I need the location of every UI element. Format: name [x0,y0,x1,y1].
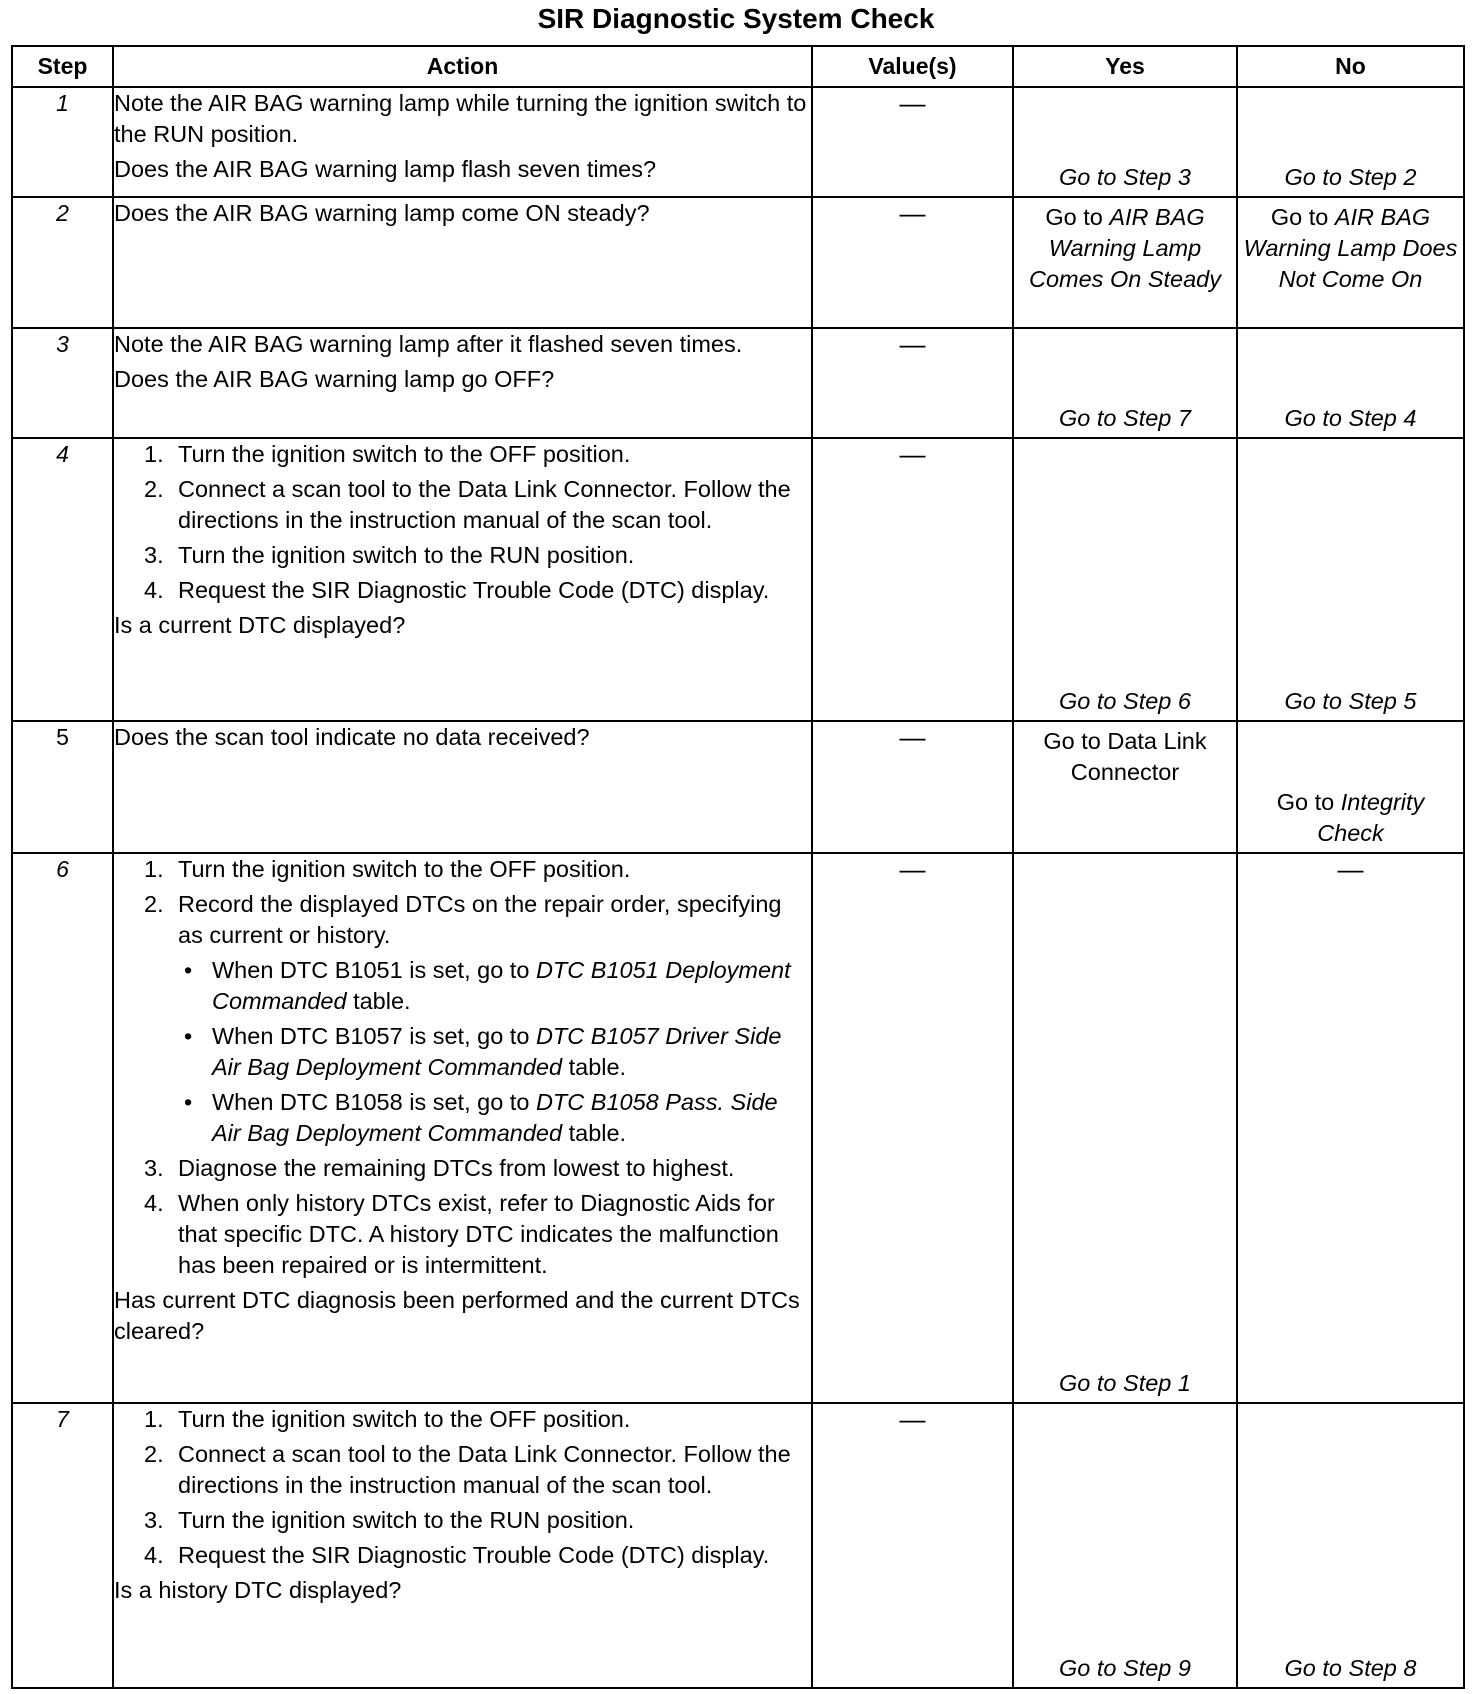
item-text: Request the SIR Diagnostic Trouble Code (DTC) display. [178,577,770,603]
bullet-item [178,955,811,1017]
no-prefix: Go to [1276,789,1341,815]
action-question: Does the AIR BAG warning lamp come ON steady? [114,200,650,226]
header-action: Action [113,46,812,87]
table-row-step-3 [12,328,1464,438]
item-text: When only history DTCs exist, refer to Diagnostic Aids for that specific DTC. A history DTC indicates the malfunction has been repaired or is intermittent. [178,1190,779,1278]
bullet-suffix: table. [346,988,411,1014]
no-result: Go to Step 8 [1284,1655,1417,1681]
header-yes: Yes [1013,46,1237,87]
item-number: 4. [144,577,164,603]
table-row-step-1 [12,87,1464,197]
item-number: 4. [144,1542,164,1568]
action-question: Is a history DTC displayed? [114,1577,402,1603]
table-row-step-2 [12,197,1464,328]
yes-cell [1013,721,1237,853]
diagnostic-table [11,45,1465,1689]
bullet-text: When DTC B1058 is set, go to [212,1089,536,1115]
bullet-suffix: table. [562,1054,627,1080]
page-title: SIR Diagnostic System Check [537,3,935,34]
no-cell [1237,438,1464,721]
action-cell [113,853,812,1403]
bullet-reference: DTC B1057 Driver Side Air Bag Deployment Commanded [212,1023,782,1080]
step-number: 4 [12,438,113,721]
item-text: Connect a scan tool to the Data Link Connector. Follow the directions in the instruction manual of the scan tool. [178,476,791,533]
yes-cell [1013,87,1237,197]
action-question: Does the AIR BAG warning lamp flash seven times? [114,156,657,182]
action-cell [113,87,812,197]
step-number: 6 [12,853,113,1403]
item-text: Record the displayed DTCs on the repair order, specifying as current or history. [178,891,782,948]
yes-result: Go to Data Link Connector [1043,728,1207,785]
no-result: Go to Step 2 [1284,164,1417,190]
bullet-reference: DTC B1058 Pass. Side Air Bag Deployment Commanded [212,1089,778,1146]
value-cell: — [812,438,1013,721]
table-row-step-6 [12,853,1464,1403]
header-values: Value(s) [812,46,1013,87]
yes-reference: AIR BAG Warning Lamp Comes On Steady [1028,204,1221,292]
yes-cell [1013,328,1237,438]
item-number: 1. [144,856,164,882]
list-item [114,1153,811,1184]
action-cell [113,1403,812,1688]
step-number: 7 [12,1403,113,1688]
procedure-list [114,439,811,606]
no-result: Go to Step 4 [1284,405,1417,431]
step-number: 3 [12,328,113,438]
action-question: Is a current DTC displayed? [114,612,406,638]
list-item [114,1188,811,1281]
bullet-item [178,1087,811,1149]
item-text: Connect a scan tool to the Data Link Connector. Follow the directions in the instruction manual of the scan tool. [178,1441,791,1498]
action-cell [113,197,812,328]
header-no: No [1237,46,1464,87]
list-item [114,1404,811,1435]
item-text: Turn the ignition switch to the OFF position. [178,1406,631,1432]
action-cell [113,721,812,853]
action-question: Does the scan tool indicate no data received? [114,724,590,750]
no-result: Go to Step 5 [1284,688,1417,714]
list-item [114,575,811,606]
list-item [114,1439,811,1501]
item-text: Turn the ignition switch to the OFF position. [178,856,631,882]
value-cell: — [812,853,1013,1403]
value-cell: — [812,328,1013,438]
yes-cell [1013,197,1237,328]
list-item [114,439,811,470]
action-question: Does the AIR BAG warning lamp go OFF? [114,366,555,392]
action-cell [113,438,812,721]
bullet-icon: • [184,1089,193,1115]
bullet-reference: DTC B1051 Deployment Commanded [212,957,791,1014]
action-instruction: Note the AIR BAG warning lamp while turning the ignition switch to the RUN position. [114,90,807,147]
item-number: 3. [144,1507,164,1533]
value-cell: — [812,721,1013,853]
no-reference: AIR BAG Warning Lamp Does Not Come On [1243,204,1458,292]
yes-result [1014,198,1236,295]
value-cell: — [812,87,1013,197]
header-step: Step [12,46,113,87]
action-cell [113,328,812,438]
table-row-step-4 [12,438,1464,721]
item-text: Turn the ignition switch to the RUN position. [178,1507,635,1533]
list-item [114,1505,811,1536]
bullet-suffix: table. [562,1120,627,1146]
action-question: Has current DTC diagnosis been performed and the current DTCs cleared? [114,1287,800,1344]
table-row-step-5 [12,721,1464,853]
no-prefix: Go to [1270,204,1335,230]
step-number: 5 [12,721,113,853]
bullet-text: When DTC B1057 is set, go to [212,1023,536,1049]
yes-cell [1013,438,1237,721]
bullet-icon: • [184,957,193,983]
item-number: 2. [144,891,164,917]
item-number: 2. [144,1441,164,1467]
no-cell [1237,87,1464,197]
list-item [114,540,811,571]
item-text: Request the SIR Diagnostic Trouble Code (DTC) display. [178,1542,770,1568]
list-item [114,854,811,885]
yes-result: Go to Step 7 [1059,405,1191,431]
list-item [114,474,811,536]
item-text: Diagnose the remaining DTCs from lowest to highest. [178,1155,735,1181]
value-cell: — [812,1403,1013,1688]
item-number: 1. [144,1406,164,1432]
yes-result: Go to Step 1 [1059,1370,1191,1396]
item-text: Turn the ignition switch to the RUN position. [178,542,635,568]
no-cell [1237,1403,1464,1688]
no-cell: — [1237,853,1464,1403]
header-row [12,46,1464,87]
yes-result: Go to Step 9 [1059,1655,1191,1681]
yes-result: Go to Step 3 [1059,164,1191,190]
action-instruction: Note the AIR BAG warning lamp after it flashed seven times. [114,331,743,357]
no-cell [1237,721,1464,853]
bullet-text: When DTC B1051 is set, go to [212,957,536,983]
item-number: 3. [144,542,164,568]
procedure-list [114,1404,811,1571]
yes-cell [1013,853,1237,1403]
no-result [1238,787,1463,849]
no-cell [1237,328,1464,438]
list-item [114,889,811,1149]
yes-cell [1013,1403,1237,1688]
step-number: 2 [12,197,113,328]
item-number: 3. [144,1155,164,1181]
dtc-bullet-list [178,955,811,1149]
item-number: 4. [144,1190,164,1216]
bullet-icon: • [184,1023,193,1049]
table-row-step-7 [12,1403,1464,1688]
no-reference: Integrity Check [1317,789,1425,846]
no-cell [1237,197,1464,328]
value-cell: — [812,197,1013,328]
bullet-item [178,1021,811,1083]
list-item [114,1540,811,1571]
procedure-list [114,854,811,1281]
step-number: 1 [12,87,113,197]
yes-result: Go to Step 6 [1059,688,1191,714]
item-text: Turn the ignition switch to the OFF position. [178,441,631,467]
item-number: 1. [144,441,164,467]
item-number: 2. [144,476,164,502]
yes-prefix: Go to [1045,204,1110,230]
no-result [1238,198,1463,295]
